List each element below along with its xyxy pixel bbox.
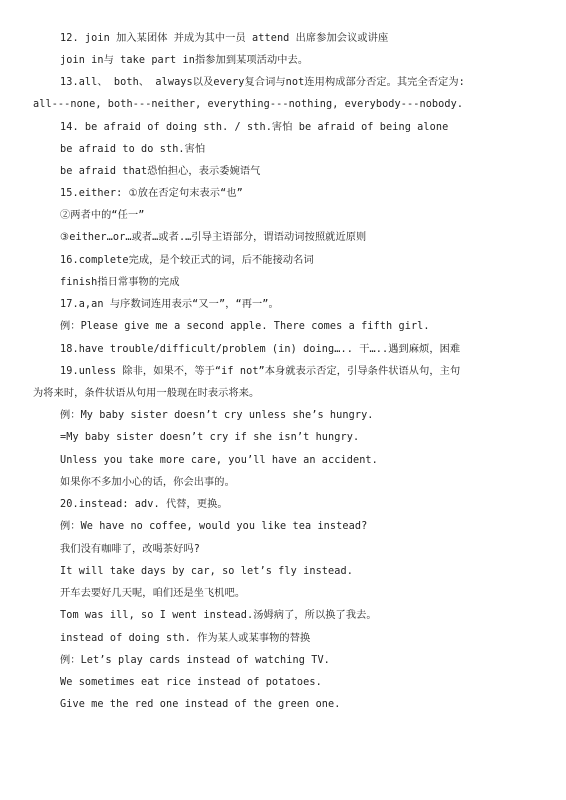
text-line: ②两者中的“任一” bbox=[60, 210, 145, 221]
text-line: 例：Please give me a second apple. There comes a fifth girl. bbox=[60, 321, 430, 332]
text-line: =My baby sister doesn’t cry if she isn’t hungry. bbox=[60, 432, 360, 443]
text-line: 如果你不多加小心的话，你会出事的。 bbox=[60, 477, 235, 488]
text-line: It will take days by car, so let’s fly instead. bbox=[60, 566, 353, 577]
text-line: 开车去要好几天呢，咱们还是坐飞机吧。 bbox=[60, 588, 246, 599]
text-line: 12. join 加入某团体 并成为其中一员 attend 出席参加会议或讲座 bbox=[60, 33, 389, 44]
text-line: ③either…or…或者…或者.…引导主语部分，谓语动词按照就近原则 bbox=[60, 232, 367, 243]
text-line: 19.unless 除非，如果不，等于“if not”本身就表示否定，引导条件状语从句，主句 bbox=[60, 366, 461, 377]
text-line: We sometimes eat rice instead of potatoes. bbox=[60, 677, 322, 688]
text-line: be afraid that恐怕担心，表示委婉语气 bbox=[60, 166, 261, 177]
text-line: 例：We have no coffee, would you like tea instead? bbox=[60, 521, 368, 532]
text-line: 我们没有咖啡了，改喝茶好吗? bbox=[60, 544, 200, 555]
text-line: be afraid to do sth.害怕 bbox=[60, 144, 206, 155]
text-line: 20.instead: adv. 代替，更换。 bbox=[60, 499, 228, 510]
text-line: join in与 take part in指参加到某项活动中去。 bbox=[60, 55, 309, 66]
text-line: 13.all、 both、 always以及every复合词与not连用构成部分否定。其完全否定为: bbox=[60, 77, 465, 88]
text-line: Unless you take more care, you’ll have an accident. bbox=[60, 455, 378, 466]
text-line: all---none, both---neither, everything---nothing, everybody---nobody. bbox=[33, 99, 464, 110]
text-line: Tom was ill, so I went instead.汤姆病了，所以换了我去。 bbox=[60, 610, 377, 621]
text-line: instead of doing sth. 作为某人或某事物的替换 bbox=[60, 633, 311, 644]
text-line: 17.a,an 与序数词连用表示“又一”，“再一”。 bbox=[60, 299, 279, 310]
text-line: Give me the red one instead of the green one. bbox=[60, 699, 341, 710]
text-line: 为将来时，条件状语从句用一般现在时表示将来。 bbox=[33, 388, 260, 399]
text-line: finish指日常事物的完成 bbox=[60, 277, 180, 288]
text-line: 例：My baby sister doesn’t cry unless she’s hungry. bbox=[60, 410, 374, 421]
text-line: 18.have trouble/difficult/problem (in) doing….. 干…..遇到麻烦，困难 bbox=[60, 344, 461, 355]
text-line: 14. be afraid of doing sth. / sth.害怕 be afraid of being alone bbox=[60, 122, 449, 133]
text-line: 例：Let’s play cards instead of watching TV. bbox=[60, 655, 330, 666]
text-line: 15.either: ①放在否定句末表示“也” bbox=[60, 188, 243, 199]
text-line: 16.complete完成，是个较正式的词，后不能接动名词 bbox=[60, 255, 314, 266]
